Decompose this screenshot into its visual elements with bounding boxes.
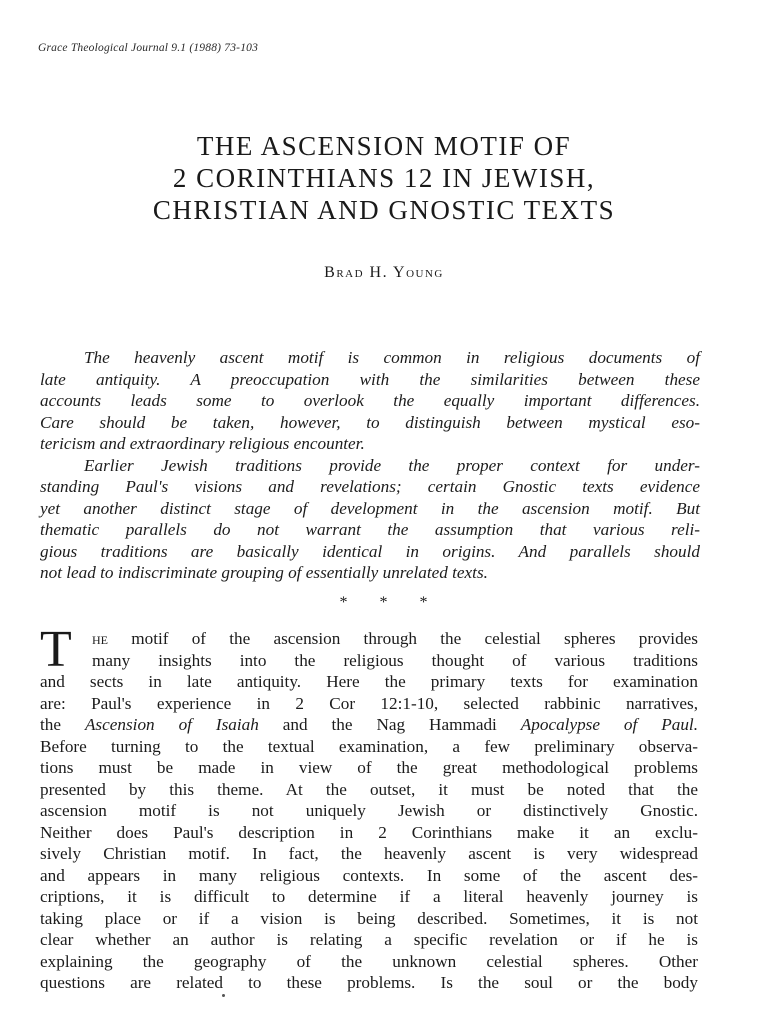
print-speck (222, 994, 225, 997)
body-line: Before turning to the textual examination, a few preliminary observa- (40, 736, 698, 756)
body-line: Neither does Paul's description in 2 Corinthians make it an exclu- (40, 822, 698, 842)
article-title (0, 130, 768, 226)
journal-citation: Grace Theological Journal 9.1 (1988) 73-103 (38, 42, 259, 54)
body-line: are: Paul's experience in 2 Cor 12:1-10, selected rabbinic narratives, (40, 693, 698, 713)
abstract-line: late antiquity. A preoccupation with the similarities between these (40, 369, 700, 389)
body-line: he motif of the ascension through the celestial spheres provides (92, 629, 698, 648)
body-line: explaining the geography of the unknown celestial spheres. Other (40, 951, 698, 971)
abstract-line: Care should be taken, however, to distinguish between mystical eso- (40, 412, 700, 432)
body-line: sively Christian motif. In fact, the heavenly ascent is very widespread (40, 844, 698, 863)
abstract-line: not lead to indiscriminate grouping of essentially unrelated texts. (40, 563, 488, 582)
abstract-line: Earlier Jewish traditions provide the proper context for under- (84, 455, 700, 475)
body-line: the Ascension of Isaiah and the Nag Hammadi Apocalypse of Paul. (40, 715, 698, 734)
work-title-ascension-of-isaiah: Ascension of Isaiah (84, 715, 259, 734)
abstract (40, 347, 700, 584)
abstract-line: gious traditions are basically identical in origins. And parallels should (40, 541, 700, 561)
body-line: ascension motif is not uniquely Jewish or distinctively Gnostic. (40, 801, 698, 820)
body-line: taking place or if a vision is being described. Sometimes, it is not (40, 908, 698, 928)
section-separator: * * * (339, 594, 429, 611)
abstract-line: yet another distinct stage of development in the ascension motif. But (40, 498, 700, 518)
body-paragraph (40, 621, 698, 994)
abstract-line: The heavenly ascent motif is common in religious documents of (84, 348, 700, 367)
body-line: many insights into the religious thought of various traditions (92, 650, 698, 670)
abstract-line: accounts leads some to overlook the equally important differences. (40, 391, 700, 410)
abstract-line: thematic parallels do not warrant the assumption that various reli- (40, 520, 700, 539)
body-line: presented by this theme. At the outset, it must be noted that the (40, 779, 698, 799)
small-caps-word: he (92, 629, 108, 648)
work-title-apocalypse-of-paul: Apocalypse of Paul. (520, 715, 698, 734)
body-line: criptions, it is difficult to determine if a literal heavenly journey is (40, 887, 698, 906)
drop-cap: T (40, 621, 72, 678)
body-line: and appears in many religious contexts. In some of the ascent des- (40, 865, 698, 885)
body-line: tions must be made in view of the great methodological problems (40, 758, 698, 777)
body-line: questions are related to these problems. Is the soul or the body (40, 973, 698, 992)
body-line: and sects in late antiquity. Here the primary texts for examination (40, 672, 698, 691)
abstract-line: tericism and extraordinary religious encounter. (40, 434, 365, 453)
body-line: clear whether an author is relating a specific revelation or if he is (40, 930, 698, 949)
abstract-line: standing Paul's visions and revelations; certain Gnostic texts evidence (40, 477, 700, 496)
title-line-3: CHRISTIAN AND GNOSTIC TEXTS (152, 195, 616, 225)
title-line-2: 2 CORINTHIANS 12 IN JEWISH, (172, 163, 596, 193)
article-author: Brad H. Young (324, 264, 444, 281)
title-line-1: THE ASCENSION MOTIF OF (196, 131, 572, 161)
